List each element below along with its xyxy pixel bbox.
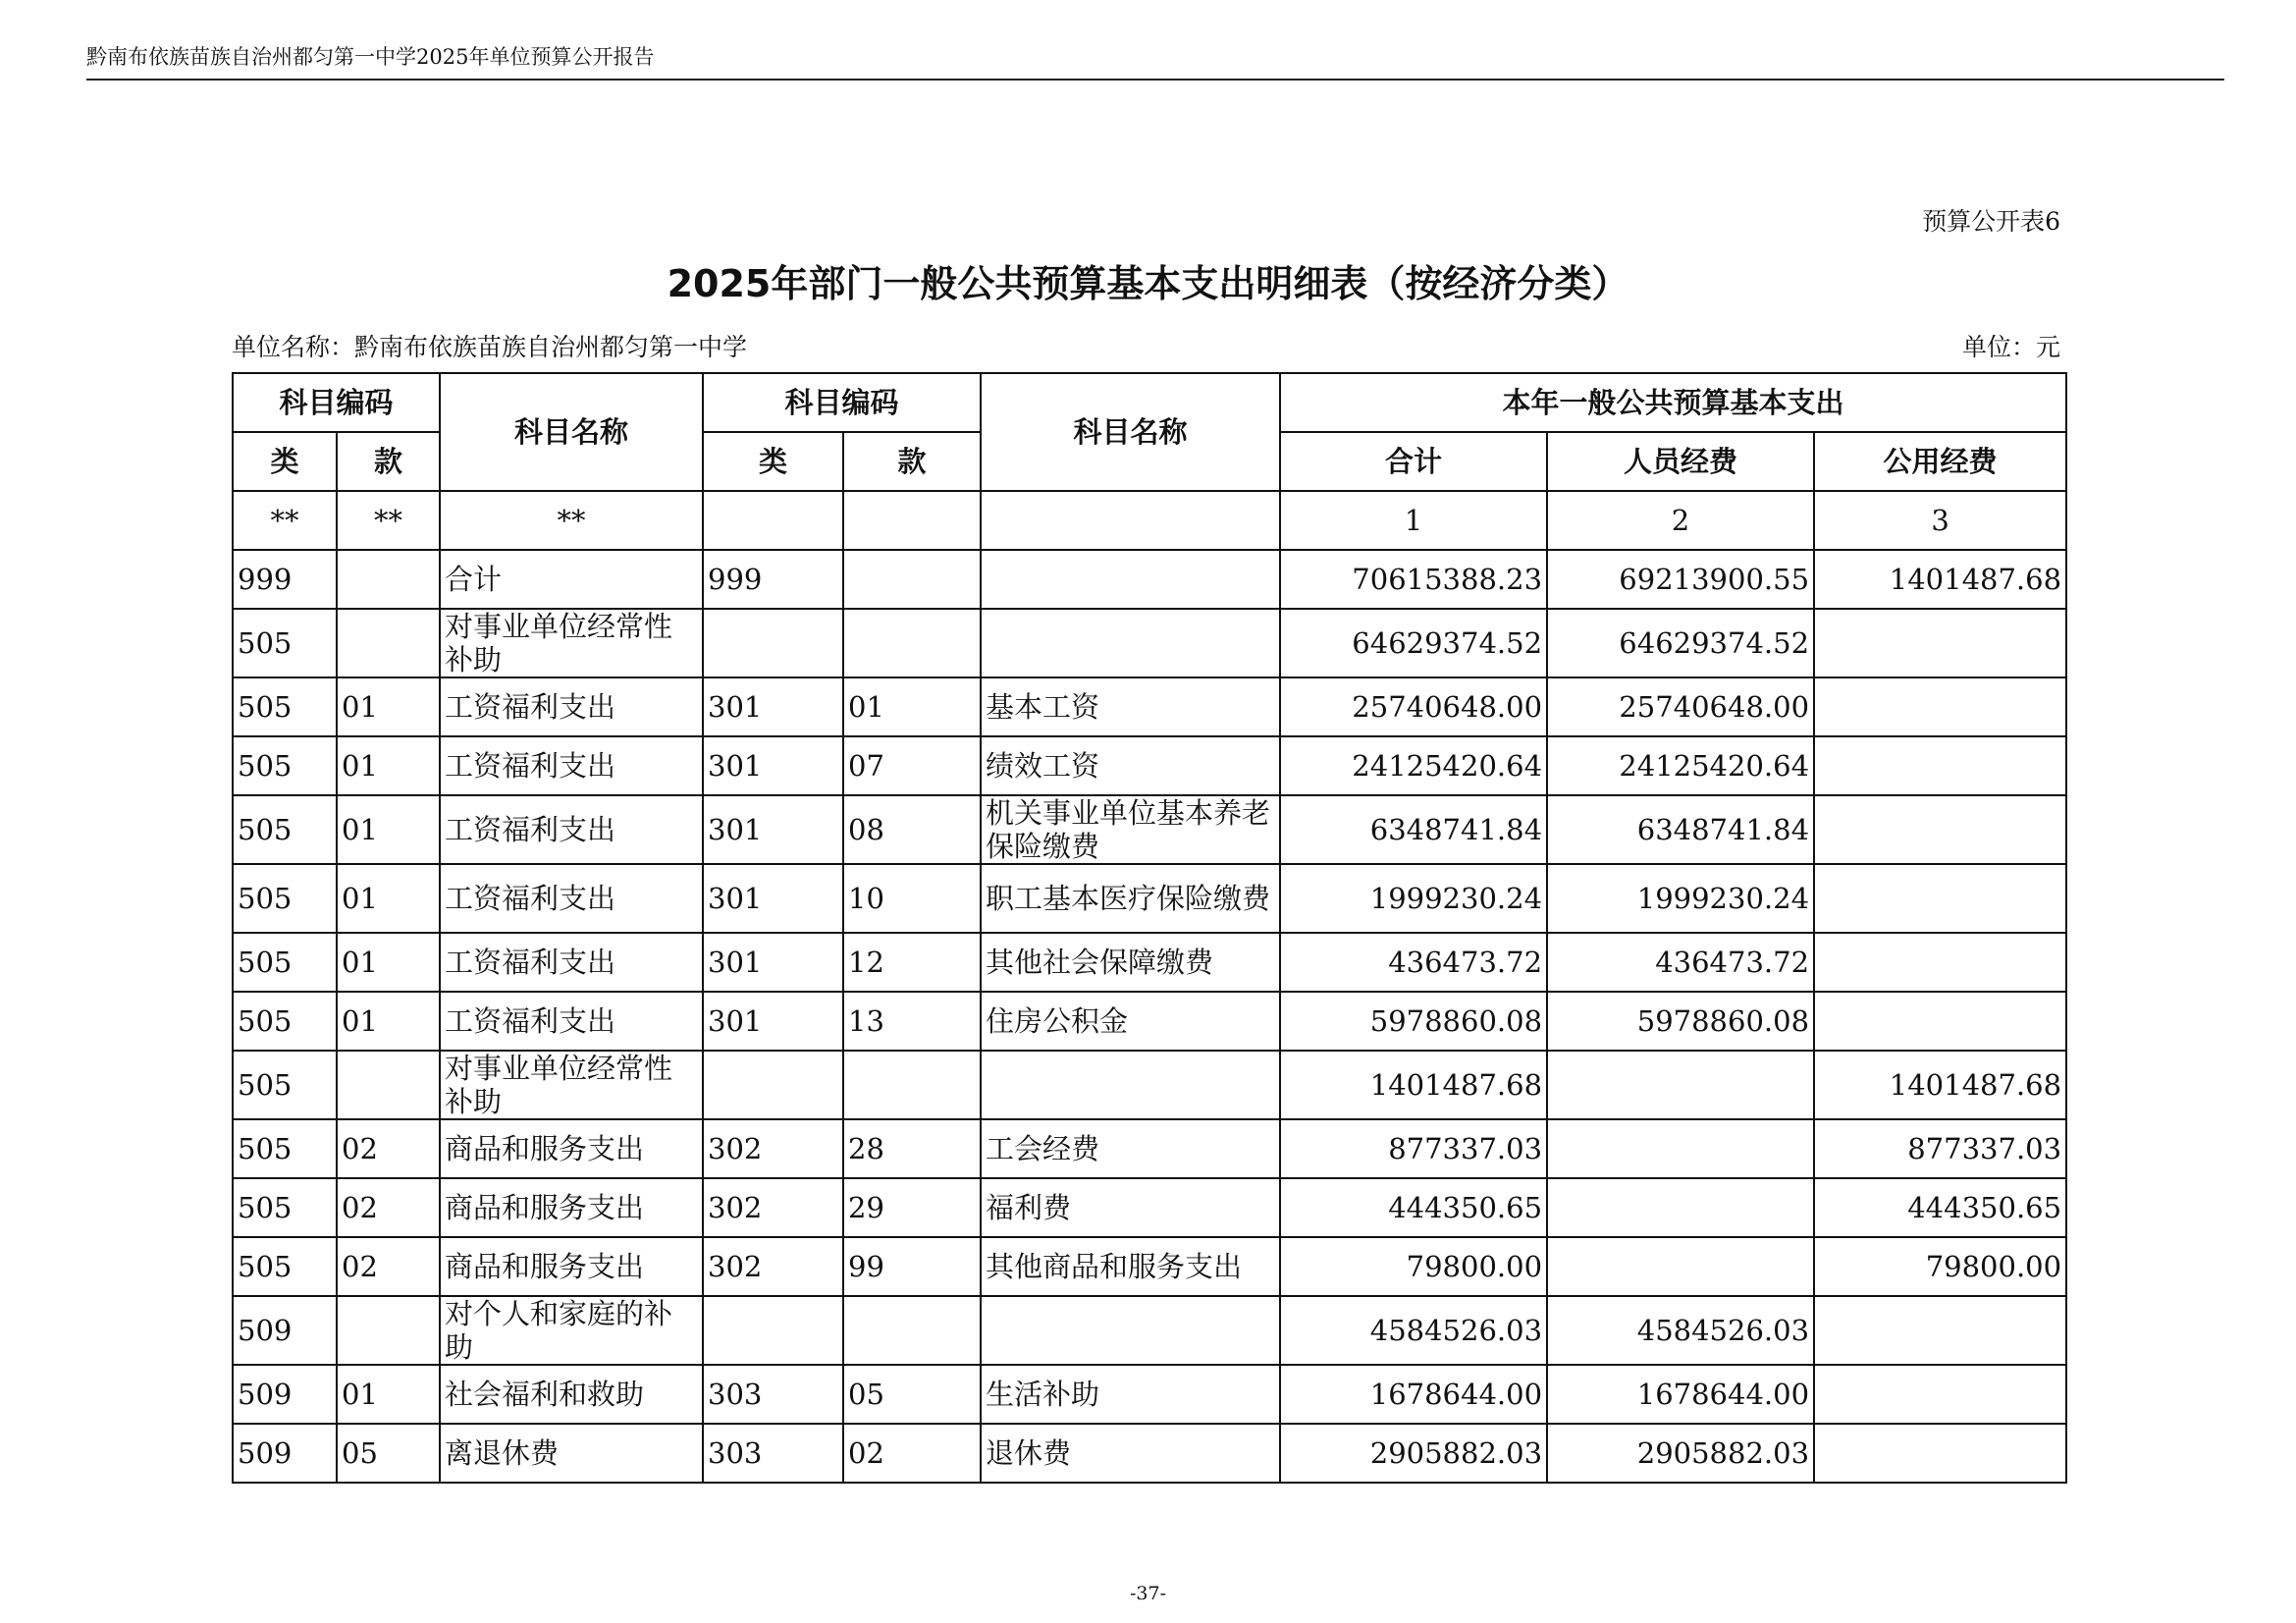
cell-subject-name: 商品和服务支出 [440,1119,703,1178]
running-header: 黔南布依族苗族自治州都匀第一中学2025年单位预算公开报告 [86,45,655,69]
cell-lei-2: 301 [703,864,843,933]
cell-lei: 509 [233,1365,337,1424]
cell-kuan: 01 [337,933,440,992]
cell-kuan-2: 29 [843,1178,981,1237]
cell-total: 1999230.24 [1280,864,1547,933]
cell-subject-name: 对事业单位经常性补助 [440,609,703,677]
cell-public [1814,795,2066,864]
table-row [233,550,2066,609]
index-cell: ** [233,491,337,550]
cell-public [1814,864,2066,933]
header-name-2: 科目名称 [981,373,1280,491]
cell-personnel: 24125420.64 [1547,736,1814,795]
cell-kuan-2 [843,609,981,677]
cell-personnel [1547,1178,1814,1237]
cell-public: 877337.03 [1814,1119,2066,1178]
cell-personnel [1547,1119,1814,1178]
cell-lei: 509 [233,1296,337,1365]
cell-kuan: 01 [337,736,440,795]
cell-kuan: 01 [337,677,440,736]
cell-lei-2: 301 [703,933,843,992]
cell-subject-name: 对个人和家庭的补助 [440,1296,703,1365]
cell-lei-2: 301 [703,736,843,795]
cell-lei: 505 [233,864,337,933]
cell-kuan-2: 10 [843,864,981,933]
cell-subject-name-2: 工会经费 [981,1119,1280,1178]
cell-public: 1401487.68 [1814,550,2066,609]
header-name-1: 科目名称 [440,373,703,491]
cell-subject-name-2: 住房公积金 [981,992,1280,1051]
cell-lei: 505 [233,1119,337,1178]
cell-personnel: 436473.72 [1547,933,1814,992]
cell-kuan [337,609,440,677]
index-cell: 2 [1547,491,1814,550]
cell-kuan-2 [843,550,981,609]
cell-kuan: 01 [337,992,440,1051]
cell-kuan-2: 13 [843,992,981,1051]
cell-public: 444350.65 [1814,1178,2066,1237]
cell-subject-name: 社会福利和救助 [440,1365,703,1424]
header-lei-2: 类 [703,432,843,491]
table-number: 预算公开表6 [1922,207,2060,236]
cell-total: 79800.00 [1280,1237,1547,1296]
header-code-group-1: 科目编码 [233,373,440,432]
cell-total: 5978860.08 [1280,992,1547,1051]
cell-personnel: 2905882.03 [1547,1424,1814,1483]
cell-personnel [1547,1237,1814,1296]
cell-total: 1678644.00 [1280,1365,1547,1424]
header-kuan-2: 款 [843,432,981,491]
cell-kuan-2 [843,1051,981,1119]
cell-subject-name-2: 生活补助 [981,1365,1280,1424]
cell-kuan: 02 [337,1119,440,1178]
cell-subject-name-2: 福利费 [981,1178,1280,1237]
cell-subject-name-2: 其他商品和服务支出 [981,1237,1280,1296]
table-row [233,1051,2066,1119]
cell-kuan: 01 [337,795,440,864]
table-row [233,933,2066,992]
header-kuan-1: 款 [337,432,440,491]
cell-public [1814,1296,2066,1365]
cell-subject-name-2 [981,1296,1280,1365]
table-row [233,736,2066,795]
cell-kuan-2: 08 [843,795,981,864]
cell-total: 877337.03 [1280,1119,1547,1178]
header-total: 合计 [1280,432,1547,491]
cell-lei-2 [703,1296,843,1365]
cell-personnel: 64629374.52 [1547,609,1814,677]
cell-total: 436473.72 [1280,933,1547,992]
cell-personnel: 1999230.24 [1547,864,1814,933]
cell-kuan-2: 07 [843,736,981,795]
cell-public [1814,609,2066,677]
table-body [233,550,2066,1483]
cell-lei-2: 301 [703,992,843,1051]
cell-subject-name: 工资福利支出 [440,736,703,795]
cell-lei: 505 [233,736,337,795]
header-code-group-2: 科目编码 [703,373,981,432]
cell-kuan: 02 [337,1178,440,1237]
cell-personnel: 1678644.00 [1547,1365,1814,1424]
cell-lei-2: 303 [703,1424,843,1483]
cell-lei-2: 999 [703,550,843,609]
cell-subject-name: 工资福利支出 [440,992,703,1051]
cell-lei: 505 [233,1237,337,1296]
cell-personnel [1547,1051,1814,1119]
cell-kuan: 05 [337,1424,440,1483]
cell-subject-name: 离退休费 [440,1424,703,1483]
index-cell: 1 [1280,491,1547,550]
cell-total: 6348741.84 [1280,795,1547,864]
cell-personnel: 4584526.03 [1547,1296,1814,1365]
cell-total: 64629374.52 [1280,609,1547,677]
cell-subject-name-2 [981,550,1280,609]
cell-public: 1401487.68 [1814,1051,2066,1119]
cell-lei-2: 302 [703,1119,843,1178]
index-cell [703,491,843,550]
cell-subject-name-2: 机关事业单位基本养老保险缴费 [981,795,1280,864]
header-public: 公用经费 [1814,432,2066,491]
cell-total: 24125420.64 [1280,736,1547,795]
cell-kuan-2: 05 [843,1365,981,1424]
cell-total: 70615388.23 [1280,550,1547,609]
cell-kuan [337,1051,440,1119]
cell-public [1814,736,2066,795]
cell-lei-2: 301 [703,795,843,864]
cell-personnel: 5978860.08 [1547,992,1814,1051]
cell-kuan-2: 01 [843,677,981,736]
table-row [233,677,2066,736]
cell-subject-name: 商品和服务支出 [440,1178,703,1237]
cell-lei: 505 [233,677,337,736]
cell-kuan-2 [843,1296,981,1365]
table-row [233,1296,2066,1365]
cell-subject-name-2: 退休费 [981,1424,1280,1483]
table-row [233,609,2066,677]
header-personnel: 人员经费 [1547,432,1814,491]
table-row [233,992,2066,1051]
cell-public [1814,933,2066,992]
cell-subject-name: 工资福利支出 [440,933,703,992]
cell-lei: 505 [233,609,337,677]
cell-subject-name: 合计 [440,550,703,609]
cell-personnel: 25740648.00 [1547,677,1814,736]
cell-lei: 505 [233,933,337,992]
page-title: 2025年部门一般公共预算基本支出明细表（按经济分类） [667,262,1629,305]
page-number: -37- [1129,1583,1167,1604]
table-row [233,1237,2066,1296]
cell-lei: 999 [233,550,337,609]
cell-lei-2: 301 [703,677,843,736]
cell-lei: 505 [233,1051,337,1119]
cell-lei-2 [703,609,843,677]
header-expense-group: 本年一般公共预算基本支出 [1280,373,2066,432]
index-cell [843,491,981,550]
header-lei-1: 类 [233,432,337,491]
table-row [233,795,2066,864]
cell-kuan-2: 02 [843,1424,981,1483]
cell-subject-name: 工资福利支出 [440,795,703,864]
index-cell: ** [440,491,703,550]
index-cell: ** [337,491,440,550]
cell-subject-name-2: 职工基本医疗保险缴费 [981,864,1280,933]
cell-subject-name-2: 绩效工资 [981,736,1280,795]
cell-subject-name-2: 基本工资 [981,677,1280,736]
cell-kuan-2: 28 [843,1119,981,1178]
cell-subject-name: 商品和服务支出 [440,1237,703,1296]
cell-kuan [337,1296,440,1365]
table-row [233,864,2066,933]
cell-lei-2: 302 [703,1237,843,1296]
cell-kuan: 02 [337,1237,440,1296]
cell-kuan: 01 [337,1365,440,1424]
cell-total: 2905882.03 [1280,1424,1547,1483]
cell-lei-2: 302 [703,1178,843,1237]
cell-lei-2 [703,1051,843,1119]
index-cell [981,491,1280,550]
table-row [233,1178,2066,1237]
cell-public [1814,1365,2066,1424]
header-rule [86,79,2224,81]
cell-public: 79800.00 [1814,1237,2066,1296]
cell-total: 4584526.03 [1280,1296,1547,1365]
cell-subject-name-2 [981,1051,1280,1119]
cell-public [1814,677,2066,736]
currency-unit: 单位：元 [1961,333,2060,361]
cell-personnel: 6348741.84 [1547,795,1814,864]
cell-public [1814,1424,2066,1483]
cell-lei: 509 [233,1424,337,1483]
table-row [233,1119,2066,1178]
cell-total: 25740648.00 [1280,677,1547,736]
cell-subject-name-2: 其他社会保障缴费 [981,933,1280,992]
cell-subject-name-2 [981,609,1280,677]
cell-kuan-2: 12 [843,933,981,992]
cell-subject-name: 对事业单位经常性补助 [440,1051,703,1119]
index-cell: 3 [1814,491,2066,550]
cell-kuan-2: 99 [843,1237,981,1296]
table-row [233,1365,2066,1424]
cell-personnel: 69213900.55 [1547,550,1814,609]
cell-total: 1401487.68 [1280,1051,1547,1119]
cell-total: 444350.65 [1280,1178,1547,1237]
cell-subject-name: 工资福利支出 [440,864,703,933]
cell-kuan: 01 [337,864,440,933]
budget-table [232,372,2067,1484]
table-row [233,1424,2066,1483]
cell-subject-name: 工资福利支出 [440,677,703,736]
cell-lei: 505 [233,1178,337,1237]
cell-lei: 505 [233,795,337,864]
unit-name: 单位名称：黔南布依族苗族自治州都匀第一中学 [232,333,748,361]
cell-kuan [337,550,440,609]
cell-lei-2: 303 [703,1365,843,1424]
cell-public [1814,992,2066,1051]
cell-lei: 505 [233,992,337,1051]
